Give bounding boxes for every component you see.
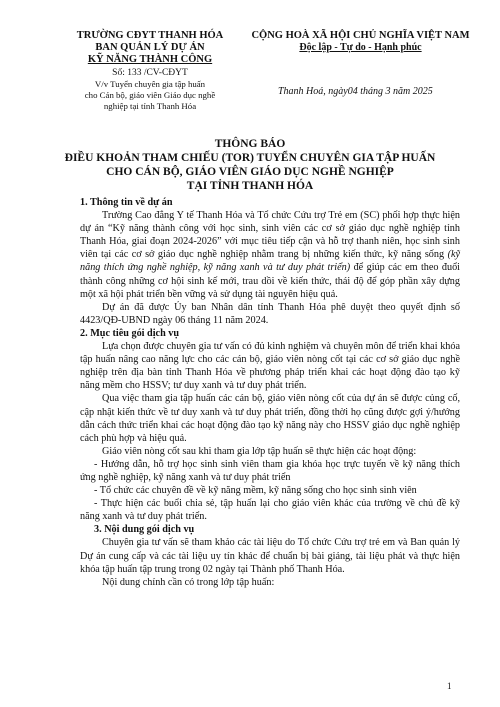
s1-text-italic: (kỹ năng thích ứng nghề nghiệp, kỹ năng xanh và tư duy phát triển): [80, 249, 460, 274]
title-line-3: CHO CÁN BỘ, GIÁO VIÊN GIÁO DỤC NGHỀ NGHIỆP: [106, 166, 394, 178]
national-header: [238, 30, 483, 54]
section-2-paragraph-3: Giáo viên nòng cốt sau khi tham gia lớp tập huấn sẽ thực hiện các hoạt động:: [102, 445, 417, 457]
section-2-bullet-1: - Hướng dẫn, hỗ trợ học sinh sinh viên tham gia khóa học trực tuyến về kỹ năng thích ứng nghề nghiệp, kỹ năng xanh và tư duy phát triển: [80, 458, 460, 483]
section-3-paragraph-1: Chuyên gia tư vấn sẽ tham khảo các tài liệu do Tổ chức Cứu trợ trẻ em và Ban quản lý Dự án cung cấp và các tài liệu uy tín khác để chuẩn bị bài giảng, tài liệu phát và thực hiện khóa tập huấn tập trung trong 02 ngày tại Thành phố Thanh Hóa.: [80, 537, 460, 575]
document-body: [80, 196, 460, 589]
section-1-paragraph-1: [80, 209, 460, 301]
title-notice: THÔNG BÁO: [214, 138, 286, 150]
section-1-heading: 1. Thông tin về dự án: [80, 197, 173, 208]
section-2-bullet-3: - Thực hiện các buổi chia sẻ, tập huấn lại cho giáo viên khác của trường về chủ đề kỹ năng xanh và tư duy phát triển.: [80, 498, 460, 523]
issuer-school: TRƯỜNG CĐYT THANH HÓA: [76, 30, 224, 41]
section-2-bullet-2: - Tổ chức các chuyên đề về kỹ năng mềm, kỹ năng sống cho học sinh sinh viên: [94, 485, 417, 497]
subject-line-3: nghiệp tại tỉnh Thanh Hóa: [103, 101, 197, 111]
issuer-project: KỸ NĂNG THÀNH CÔNG: [87, 54, 213, 65]
section-1-paragraph-2: Dự án đã được Ủy ban Nhân dân tỉnh Thanh Hóa phê duyệt theo quyết định số 4423/QĐ-UBND ngày 06 tháng 11 năm 2024.: [80, 301, 460, 326]
issuer-board: BAN QUẢN LÝ DỰ ÁN: [95, 42, 205, 53]
subject-line-2: cho Cán bộ, giáo viên Giáo dục nghề: [84, 90, 216, 100]
s1-text-before: Trường Cao đẳng Y tế Thanh Hóa và Tổ chức Cứu trợ Trẻ em (SC) phối hợp thực hiện dự án “Kỹ năng thành công với học sinh, sinh viên các cơ sở giáo dục nghề nghiệp tỉnh Thanh Hóa, giai đoạn 2024-2026” với mục tiêu tiếp cận và hỗ trợ thanh niên, học sinh sinh viên tại các cơ sở giáo dục nghề nghiệp nhằm trang bị những kiến thức, kỹ năng sống: [80, 210, 460, 261]
section-2-paragraph-1: Lựa chọn được chuyên gia tư vấn có đủ kinh nghiệm và chuyên môn để triển khai khóa tập huấn nâng cao năng lực cho các cán bộ, giáo viên nòng cốt tại các cơ sở giáo dục nghề nghiệp trên địa bàn tỉnh Thanh Hóa về phương pháp triển khai các hoạt động đào tạo kỹ năng mềm cho HSSV; tư duy xanh và tư duy phát triển.: [80, 341, 460, 392]
section-2-paragraph-2: Qua việc tham gia tập huấn các cán bộ, giáo viên nòng cốt của dự án sẽ được củng cố, cập nhật kiến thức về tư duy xanh và tư duy phát triển, đồng thời họ cũng được gợi ý/hướng dẫn cách thức triển khai các hoạt động đào tạo kỹ năng này cho HSSV giáo dục nghề nghiệp cách phù hợp và hiệu quả.: [80, 393, 460, 444]
page-number: 1: [447, 681, 452, 691]
national-motto: Độc lập - Tự do - Hạnh phúc: [299, 42, 422, 53]
section-3-heading: 3. Nội dung gói dịch vụ: [94, 524, 195, 536]
issuer-block: [70, 30, 230, 112]
title-line-4: TẠI TỈNH THANH HÓA: [186, 180, 314, 192]
subject-line-1: V/v Tuyển chuyên gia tập huấn: [94, 79, 206, 89]
section-3-paragraph-2: Nội dung chính cần có trong lớp tập huấn:: [102, 576, 275, 588]
document-number: Số: 133 /CV-CĐYT: [112, 68, 188, 78]
s1-text-after: để giúp các em theo đuổi thành công những cơ hội sinh kế mới, trau dồi về kiến thức, thái độ để góp phần xây dựng một xã hội phát triển bền vững và sử dụng tài nguyên hiệu quả.: [80, 262, 461, 300]
title-line-2: ĐIỀU KHOẢN THAM CHIẾU (TOR) TUYỂN CHUYÊN GIA TẬP HUẤN: [64, 152, 436, 164]
national-title: CỘNG HOÀ XÃ HỘI CHỦ NGHĨA VIỆT NAM: [251, 30, 470, 41]
section-2-heading: 2. Mục tiêu gói dịch vụ: [80, 327, 180, 339]
document-title: [60, 137, 440, 193]
date-line: Thanh Hoá, ngày04 tháng 3 năm 2025: [278, 86, 433, 97]
